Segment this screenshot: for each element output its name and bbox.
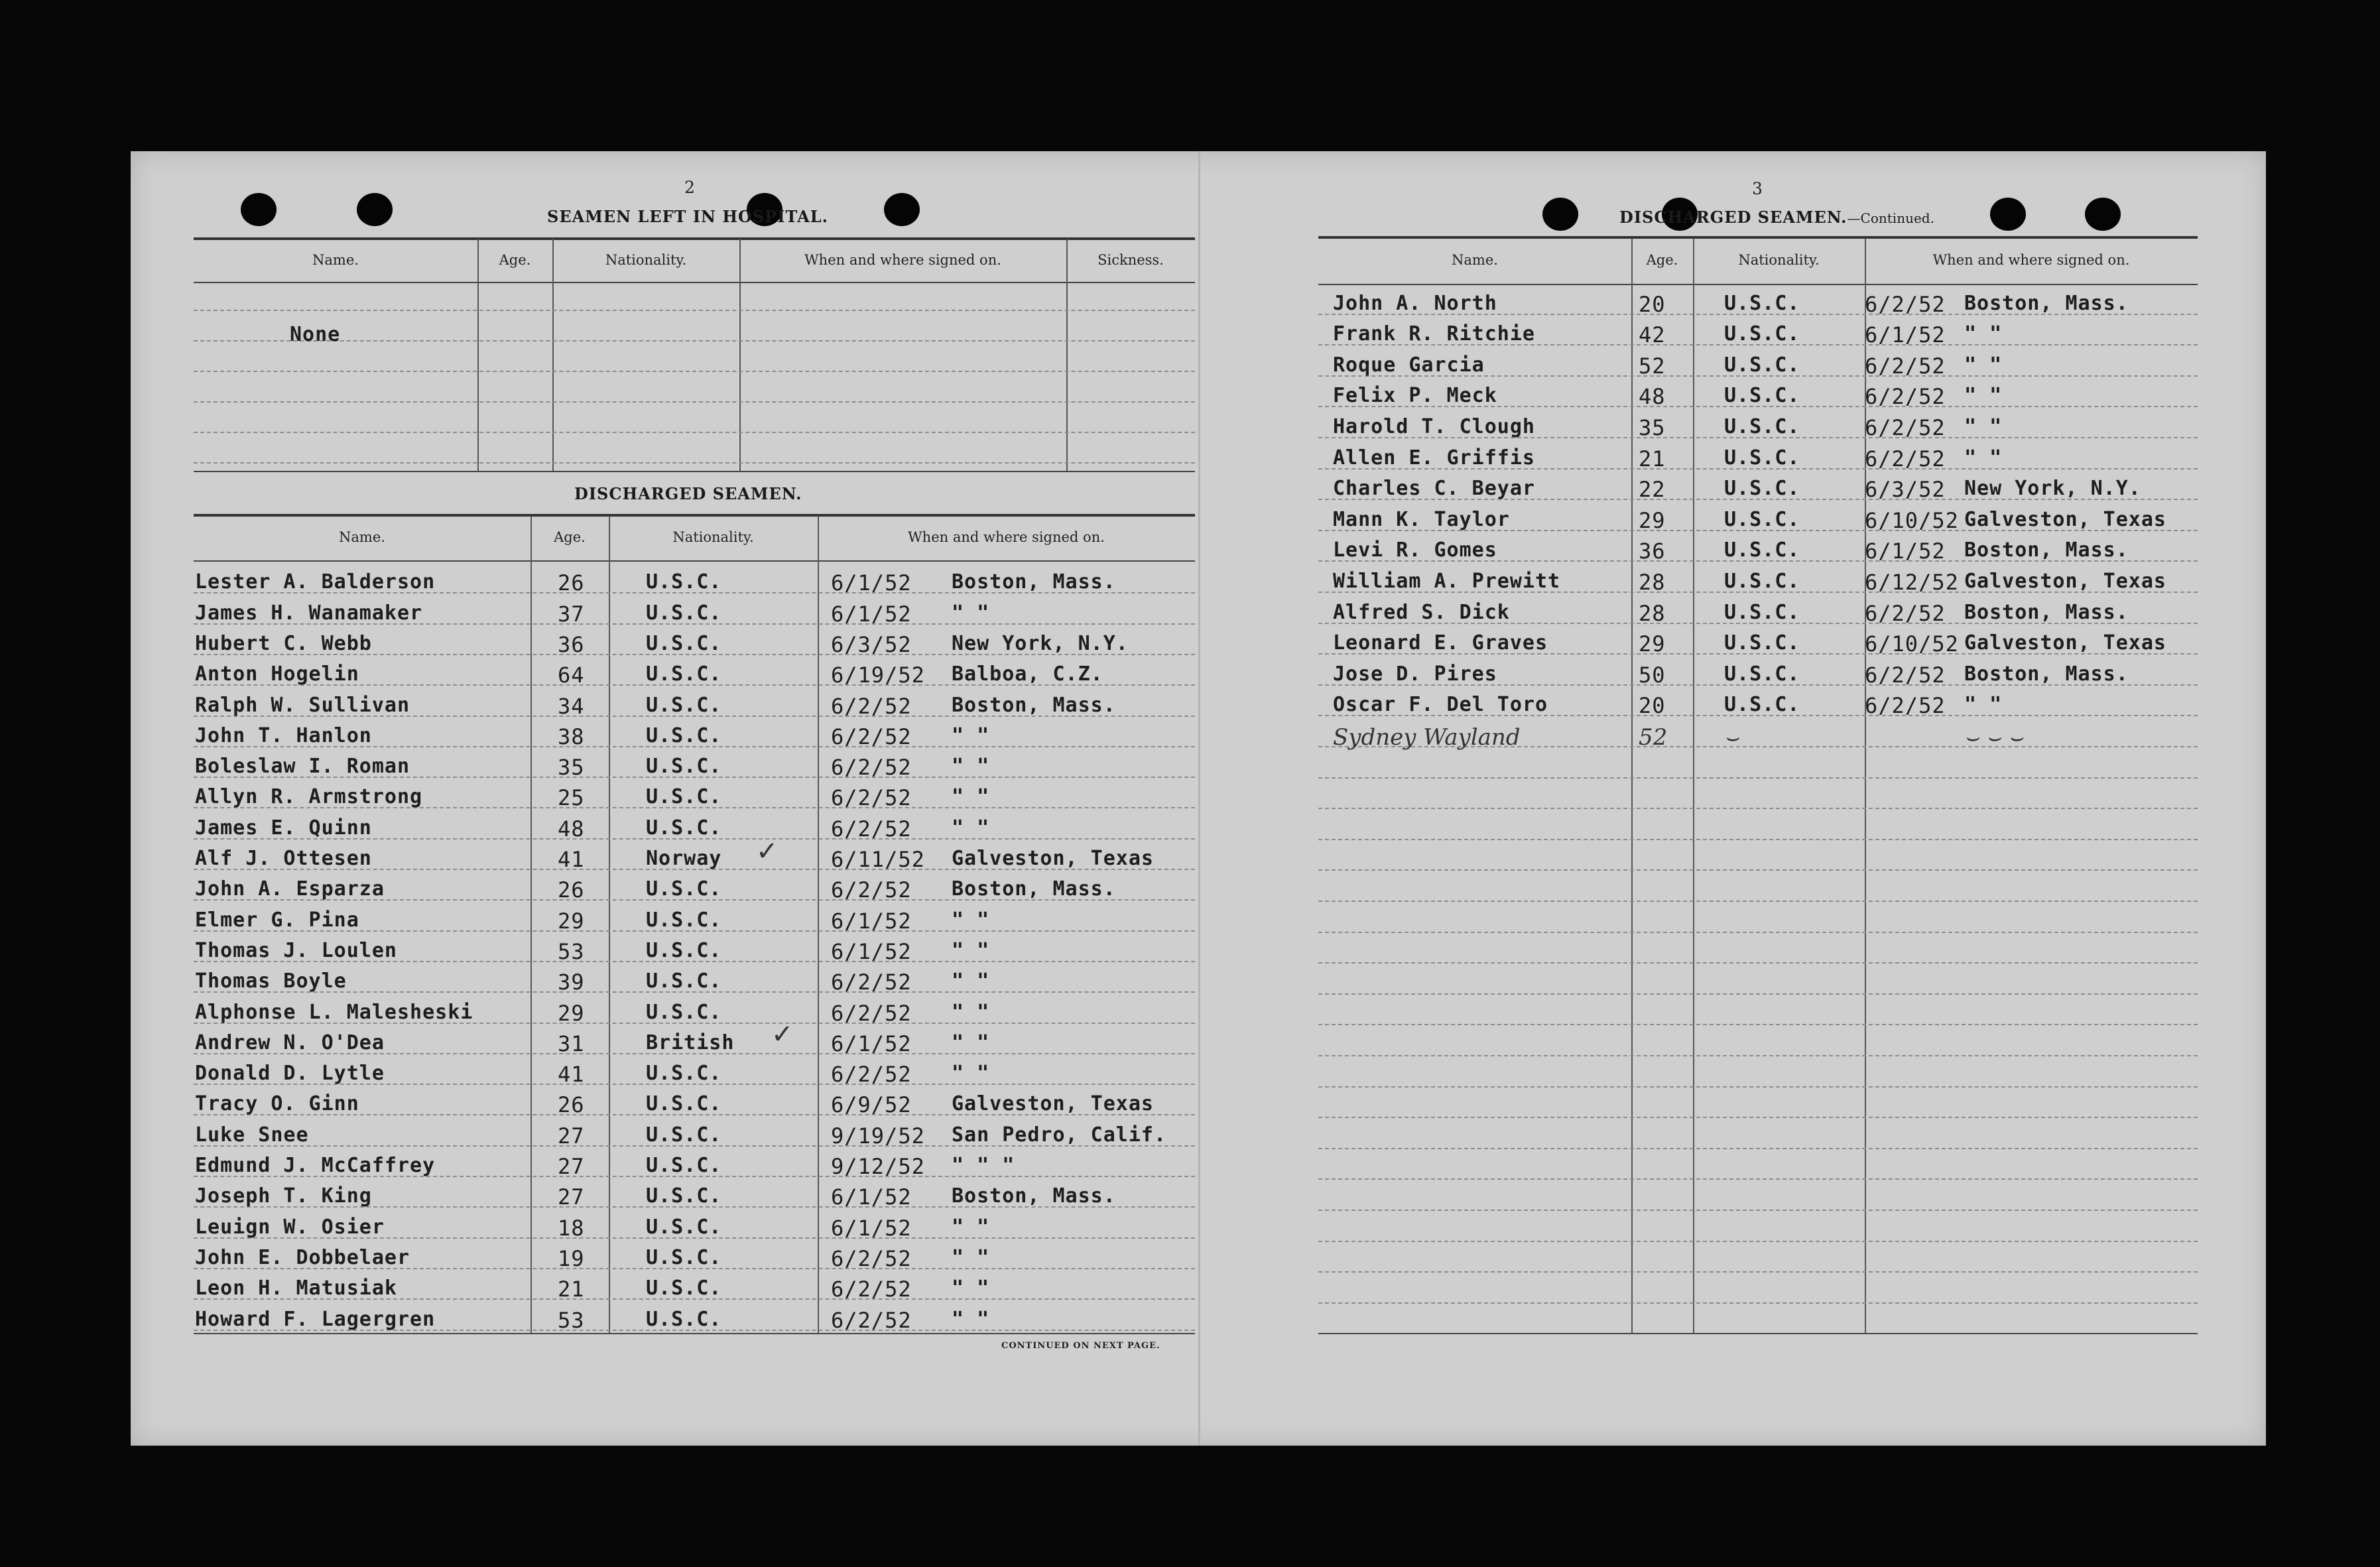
seaman-nationality: U.S.C. [1724, 693, 1800, 717]
header-rule [194, 282, 1195, 283]
seaman-age: 37 [558, 601, 585, 627]
seaman-nationality: U.S.C. [1724, 353, 1800, 377]
check-mark-icon: ✓ [771, 1019, 794, 1050]
signed-on-place: Galveston, Texas [952, 847, 1154, 870]
seaman-age: 48 [558, 816, 585, 842]
seaman-name: Leonard E. Graves [1333, 631, 1548, 655]
seaman-age: 36 [1639, 538, 1666, 564]
binder-hole [884, 193, 920, 226]
seaman-name: Tracy O. Ginn [195, 1092, 359, 1116]
signed-on-date: 6/2/52 [831, 693, 912, 719]
seaman-nationality: U.S.C. [646, 1277, 722, 1300]
seaman-nationality: U.S.C. [1724, 291, 1800, 315]
seaman-age: 38 [558, 723, 585, 749]
signed-on-date: 6/1/52 [831, 570, 912, 596]
seaman-age: 35 [1639, 415, 1666, 440]
seaman-name: Charles C. Beyar [1333, 477, 1535, 501]
seaman-nationality: U.S.C. [646, 1000, 722, 1024]
seaman-nationality: U.S.C. [1724, 322, 1800, 346]
row-rule [1318, 1210, 2198, 1211]
signed-on-date: 6/10/52 [1865, 507, 1959, 533]
row-rule [1318, 932, 2198, 933]
row-rule [194, 340, 1195, 342]
seaman-age: 20 [1639, 693, 1666, 719]
seaman-name: Alfred S. Dick [1333, 600, 1510, 624]
seaman-age: 29 [558, 908, 585, 934]
seaman-nationality: U.S.C. [1724, 477, 1800, 501]
page-number: 3 [1752, 179, 1763, 198]
row-rule [1318, 1271, 2198, 1273]
seaman-age: 35 [558, 755, 585, 781]
seaman-nationality: ⌣ [1724, 724, 1739, 751]
seaman-age: 41 [558, 847, 585, 872]
column-rule [818, 516, 819, 1333]
column-rule [531, 516, 532, 1333]
signed-on-date: 6/2/52 [831, 1000, 912, 1026]
column-header: Age. [554, 529, 586, 545]
seaman-age: 50 [1639, 662, 1666, 688]
signed-on-place: Boston, Mass. [952, 693, 1116, 717]
row-rule [1318, 869, 2198, 871]
binder-hole [1990, 198, 2026, 231]
continued-note: CONTINUED ON NEXT PAGE. [1001, 1341, 1160, 1351]
continued-table-top-rule [1318, 236, 2198, 239]
seaman-age: 21 [1639, 446, 1666, 471]
seaman-name: Thomas Boyle [195, 970, 347, 993]
seaman-name: Elmer G. Pina [195, 908, 359, 932]
signed-on-place: Boston, Mass. [952, 570, 1116, 594]
signed-on-date: 6/3/52 [1865, 477, 1946, 503]
seaman-age: 31 [558, 1031, 585, 1056]
signed-on-date: 6/2/52 [831, 785, 912, 811]
seaman-nationality: U.S.C. [646, 693, 722, 717]
seaman-age: 20 [1639, 291, 1666, 317]
row-rule [194, 432, 1195, 433]
binder-hole [241, 193, 277, 226]
signed-on-place: " " [1964, 353, 2003, 377]
hospital-section-title: SEAMEN LEFT IN HOSPITAL. [547, 207, 828, 226]
seaman-age: 27 [558, 1123, 585, 1149]
seaman-age: 27 [558, 1184, 585, 1210]
signed-on-date: 6/2/52 [1865, 446, 1946, 471]
signed-on-date: 6/2/52 [1865, 693, 1946, 719]
seaman-name: Sydney Wayland [1333, 724, 1521, 751]
column-header: Sickness. [1097, 252, 1164, 268]
signed-on-date: 6/1/52 [831, 1184, 912, 1210]
row-rule [1318, 1055, 2198, 1056]
seaman-name: Anton Hogelin [195, 662, 359, 686]
column-header: Name. [1452, 252, 1498, 268]
seaman-name: Ralph W. Sullivan [195, 693, 410, 717]
seaman-name: Donald D. Lytle [195, 1062, 385, 1086]
seaman-age: 52 [1639, 353, 1666, 379]
seaman-name: Allen E. Griffis [1333, 446, 1535, 470]
signed-on-place: " " [952, 723, 990, 747]
seaman-name: Joseph T. King [195, 1184, 372, 1208]
seaman-age: 25 [558, 785, 585, 811]
seaman-name: Harold T. Clough [1333, 415, 1535, 438]
signed-on-place: " " [952, 970, 990, 993]
seaman-nationality: U.S.C. [646, 662, 722, 686]
seaman-nationality: U.S.C. [1724, 507, 1800, 531]
seaman-name: Boleslaw I. Roman [195, 755, 410, 779]
seaman-nationality: U.S.C. [646, 723, 722, 747]
seaman-age: 26 [558, 570, 585, 596]
column-rule [609, 516, 610, 1333]
seaman-nationality: Norway [646, 847, 722, 870]
seaman-name: Felix P. Meck [1333, 384, 1497, 408]
seaman-name: Thomas J. Loulen [195, 938, 397, 962]
title-suffix: —Continued. [1847, 210, 1934, 226]
signed-on-place: " " [952, 785, 990, 809]
seaman-name: Edmund J. McCaffrey [195, 1154, 436, 1177]
seaman-nationality: U.S.C. [646, 601, 722, 625]
signed-on-place: Boston, Mass. [1964, 291, 2129, 315]
signed-on-date: 9/19/52 [831, 1123, 925, 1149]
seaman-name: John E. Dobbelaer [195, 1245, 410, 1269]
seaman-nationality: U.S.C. [646, 570, 722, 594]
seaman-age: 19 [558, 1245, 585, 1271]
seaman-name: Leuign W. Osier [195, 1215, 385, 1239]
signed-on-date: 6/2/52 [831, 877, 912, 903]
column-rule [1066, 239, 1068, 471]
signed-on-place: " " [952, 1307, 990, 1331]
signed-on-date: 6/19/52 [831, 662, 925, 688]
seaman-name: John T. Hanlon [195, 723, 372, 747]
seaman-nationality: U.S.C. [1724, 631, 1800, 655]
seaman-name: Howard F. Lagergren [195, 1307, 436, 1331]
row-rule [1318, 1117, 2198, 1118]
seaman-nationality: U.S.C. [646, 1245, 722, 1269]
page-fold [1198, 151, 1200, 1446]
signed-on-place: " " [1964, 446, 2003, 470]
signed-on-place: " " [952, 938, 990, 962]
signed-on-date: 6/2/52 [1865, 415, 1946, 440]
row-rule [194, 401, 1195, 403]
signed-on-date: 6/1/52 [1865, 322, 1946, 348]
seaman-name: Oscar F. Del Toro [1333, 693, 1548, 717]
row-rule [1318, 808, 2198, 809]
column-header: Name. [339, 529, 385, 545]
seaman-name: William A. Prewitt [1333, 570, 1561, 593]
seaman-age: 26 [558, 1092, 585, 1118]
signed-on-date: 6/1/52 [831, 908, 912, 934]
seaman-nationality: U.S.C. [1724, 415, 1800, 438]
seaman-age: 64 [558, 662, 585, 688]
seaman-age: 28 [1639, 600, 1666, 626]
seaman-age: 22 [1639, 477, 1666, 503]
signed-on-place: " " [952, 1062, 990, 1086]
column-header: Nationality. [1738, 252, 1820, 268]
row-rule [194, 310, 1195, 311]
signed-on-place: Galveston, Texas [952, 1092, 1154, 1116]
row-rule [194, 462, 1195, 464]
seaman-nationality: U.S.C. [1724, 600, 1800, 624]
binder-hole [1542, 198, 1578, 231]
signed-on-date: 6/2/52 [1865, 291, 1946, 317]
seaman-nationality: U.S.C. [1724, 384, 1800, 408]
signed-on-place: " " [952, 601, 990, 625]
signed-on-date: 6/9/52 [831, 1092, 912, 1118]
row-rule [1318, 962, 2198, 964]
seaman-nationality: U.S.C. [646, 938, 722, 962]
signed-on-place: " " [952, 1245, 990, 1269]
signed-on-place: " " [952, 1277, 990, 1300]
seaman-name: John A. Esparza [195, 877, 385, 901]
seaman-nationality: U.S.C. [646, 877, 722, 901]
column-header: When and where signed on. [908, 529, 1105, 545]
signed-on-date: 6/2/52 [1865, 600, 1946, 626]
discharged-section-title: DISCHARGED SEAMEN. [574, 484, 802, 503]
seaman-name: Lester A. Balderson [195, 570, 436, 594]
signed-on-place: Boston, Mass. [1964, 600, 2129, 624]
seaman-name: James E. Quinn [195, 816, 372, 840]
seaman-age: 26 [558, 877, 585, 903]
binder-hole [2085, 198, 2121, 231]
seaman-age: 29 [558, 1000, 585, 1026]
column-header: Name. [312, 252, 359, 268]
signed-on-place: " " [1964, 384, 2003, 408]
seaman-age: 27 [558, 1154, 585, 1179]
header-rule [1318, 284, 2198, 285]
row-rule [1318, 1241, 2198, 1242]
signed-on-date: 6/3/52 [831, 631, 912, 657]
signed-on-place: New York, N.Y. [1964, 477, 2141, 501]
signed-on-place: " " " [952, 1154, 1015, 1177]
header-rule [194, 560, 1195, 562]
seaman-nationality: U.S.C. [646, 1062, 722, 1086]
column-header: Nationality. [605, 252, 687, 268]
signed-on-place: " " [952, 816, 990, 840]
column-header: Age. [499, 252, 531, 268]
signed-on-place: Galveston, Texas [1964, 570, 2166, 593]
signed-on-date: 6/1/52 [831, 938, 912, 964]
seaman-age: 21 [558, 1277, 585, 1302]
seaman-nationality: U.S.C. [646, 1123, 722, 1147]
column-header: Nationality. [672, 529, 754, 545]
signed-on-place: Boston, Mass. [952, 877, 1116, 901]
seaman-nationality: U.S.C. [646, 1154, 722, 1177]
page-number: 2 [684, 178, 695, 197]
seaman-name: Leon H. Matusiak [195, 1277, 397, 1300]
signed-on-date: 6/2/52 [831, 1277, 912, 1302]
signed-on-place: Balboa, C.Z. [952, 662, 1103, 686]
seaman-age: 48 [1639, 384, 1666, 410]
seaman-age: 39 [558, 970, 585, 995]
column-rule [1631, 239, 1633, 1333]
signed-on-date: 6/2/52 [1865, 384, 1946, 410]
signed-on-place: Boston, Mass. [1964, 662, 2129, 686]
discharged-continued-title [1619, 208, 1934, 227]
signed-on-date: 6/2/52 [831, 1245, 912, 1271]
signed-on-date: 6/2/52 [831, 755, 912, 781]
signed-on-date: 6/11/52 [831, 847, 925, 872]
signed-on-date: 6/2/52 [831, 1062, 912, 1088]
seaman-age: 18 [558, 1215, 585, 1241]
seaman-name: Hubert C. Webb [195, 631, 372, 655]
signed-on-place: Boston, Mass. [1964, 538, 2129, 562]
seaman-nationality: U.S.C. [646, 1184, 722, 1208]
signed-on-place: " " [952, 1215, 990, 1239]
signed-on-place: " " [1964, 693, 2003, 717]
seaman-name: Andrew N. O'Dea [195, 1031, 385, 1054]
signed-on-date: 9/12/52 [831, 1154, 925, 1179]
seaman-nationality: U.S.C. [646, 970, 722, 993]
table-bottom-rule [194, 1333, 1195, 1334]
row-rule [1318, 1024, 2198, 1025]
signed-on-place: " " [1964, 322, 2003, 346]
seaman-name: Luke Snee [195, 1123, 309, 1147]
signed-on-date: 6/2/52 [831, 816, 912, 842]
seaman-nationality: U.S.C. [646, 631, 722, 655]
seaman-name: Alphonse L. Malesheski [195, 1000, 473, 1024]
row-rule [1318, 993, 2198, 995]
seaman-nationality: U.S.C. [1724, 662, 1800, 686]
column-header: Age. [1646, 252, 1678, 268]
seaman-nationality: U.S.C. [646, 1307, 722, 1331]
seaman-name: James H. Wanamaker [195, 601, 423, 625]
seaman-name: Roque Garcia [1333, 353, 1485, 377]
seaman-nationality: U.S.C. [646, 1092, 722, 1116]
seaman-name: Allyn R. Armstrong [195, 785, 423, 809]
signed-on-date: 6/2/52 [1865, 353, 1946, 379]
signed-on-date: 6/1/52 [1865, 538, 1946, 564]
column-rule [552, 239, 554, 471]
seaman-age: 41 [558, 1062, 585, 1088]
seaman-nationality: U.S.C. [1724, 538, 1800, 562]
signed-on-place: Galveston, Texas [1964, 631, 2166, 655]
signed-on-date: 6/1/52 [831, 1031, 912, 1056]
signed-on-date: 6/1/52 [831, 601, 912, 627]
seaman-age: 34 [558, 693, 585, 719]
row-rule [1318, 777, 2198, 779]
seaman-nationality: British [646, 1031, 735, 1054]
signed-on-date: 6/2/52 [831, 1307, 912, 1333]
signed-on-place: " " [952, 1000, 990, 1024]
seaman-name: Levi R. Gomes [1333, 538, 1497, 562]
seaman-nationality: U.S.C. [646, 1215, 722, 1239]
seaman-name: Frank R. Ritchie [1333, 322, 1535, 346]
seaman-age: 29 [1639, 507, 1666, 533]
seaman-nationality: U.S.C. [1724, 570, 1800, 593]
seaman-age: 53 [558, 938, 585, 964]
signed-on-date: 6/10/52 [1865, 631, 1959, 657]
signed-on-place: ⌣ ⌣ ⌣ [1964, 724, 2023, 751]
seaman-age: 29 [1639, 631, 1666, 657]
seaman-age: 52 [1639, 724, 1668, 751]
seaman-nationality: U.S.C. [1724, 446, 1800, 470]
hospital-table-top-rule [194, 237, 1195, 240]
seaman-name: Alf J. Ottesen [195, 847, 372, 870]
hospital-entry: None [290, 323, 341, 346]
seaman-nationality: U.S.C. [646, 755, 722, 779]
seaman-age: 42 [1639, 322, 1666, 348]
seaman-nationality: U.S.C. [646, 908, 722, 932]
row-rule [1318, 839, 2198, 840]
signed-on-place: " " [952, 755, 990, 779]
signed-on-place: Boston, Mass. [952, 1184, 1116, 1208]
signed-on-date: 6/2/52 [1865, 662, 1946, 688]
row-rule [1318, 1302, 2198, 1304]
column-rule [477, 239, 479, 471]
column-header: When and where signed on. [1932, 252, 2130, 268]
row-rule [194, 371, 1195, 372]
binder-hole [357, 193, 393, 226]
seaman-name: Mann K. Taylor [1333, 507, 1510, 531]
seaman-name: Jose D. Pires [1333, 662, 1497, 686]
signed-on-place: Galveston, Texas [1964, 507, 2166, 531]
check-mark-icon: ✓ [756, 836, 779, 867]
signed-on-date: 6/2/52 [831, 970, 912, 995]
signed-on-place: New York, N.Y. [952, 631, 1129, 655]
table-bottom-rule [194, 471, 1195, 472]
row-rule [1318, 1178, 2198, 1180]
row-rule [1318, 1086, 2198, 1088]
seaman-nationality: U.S.C. [646, 816, 722, 840]
signed-on-date: 6/12/52 [1865, 570, 1959, 595]
signed-on-place: San Pedro, Calif. [952, 1123, 1167, 1147]
column-header: When and where signed on. [804, 252, 1001, 268]
row-rule [1318, 1148, 2198, 1149]
column-rule [1693, 239, 1694, 1333]
row-rule [1318, 901, 2198, 902]
seaman-age: 53 [558, 1307, 585, 1333]
signed-on-place: " " [952, 1031, 990, 1054]
title-text: DISCHARGED SEAMEN. [1619, 208, 1848, 227]
column-rule [739, 239, 741, 471]
table-bottom-rule [1318, 1333, 2198, 1334]
discharged-table-top-rule [194, 514, 1195, 517]
signed-on-place: " " [1964, 415, 2003, 438]
signed-on-date: 6/2/52 [831, 723, 912, 749]
signed-on-date: 6/1/52 [831, 1215, 912, 1241]
signed-on-place: " " [952, 908, 990, 932]
seaman-age: 28 [1639, 570, 1666, 595]
seaman-age: 36 [558, 631, 585, 657]
seaman-nationality: U.S.C. [646, 785, 722, 809]
seaman-name: John A. North [1333, 291, 1497, 315]
